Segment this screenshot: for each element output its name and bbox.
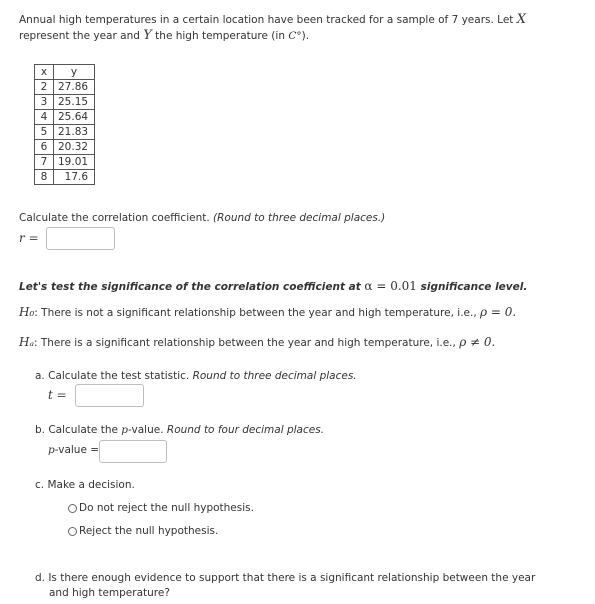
r-equals: = bbox=[28, 231, 39, 245]
table-cell-x: 6 bbox=[35, 140, 54, 155]
p-value-input[interactable] bbox=[99, 440, 167, 463]
part-b-p-var: p bbox=[121, 424, 129, 436]
table-cell-y: 19.01 bbox=[54, 155, 95, 170]
part-b-text-b: -value. bbox=[128, 424, 167, 436]
t-label bbox=[48, 388, 67, 402]
radio-reject[interactable] bbox=[68, 527, 77, 536]
table-cell-x: 3 bbox=[35, 95, 54, 110]
part-d-line-1: d. Is there enough evidence to support that there is a significant relationship between the year bbox=[35, 572, 536, 584]
intro-part-b: represent the year and bbox=[19, 30, 144, 42]
null-hypothesis bbox=[19, 305, 516, 319]
table-cell-y: 25.64 bbox=[54, 110, 95, 125]
table-row bbox=[35, 155, 95, 170]
var-x: X bbox=[516, 12, 527, 27]
table-cell-x: 7 bbox=[35, 155, 54, 170]
correlation-input[interactable] bbox=[46, 227, 115, 250]
significance-heading bbox=[19, 279, 527, 293]
table-cell-y: 17.6 bbox=[54, 170, 95, 185]
table-cell-y: 27.86 bbox=[54, 80, 95, 95]
var-y: Y bbox=[143, 28, 152, 43]
table-cell-y: 25.15 bbox=[54, 95, 95, 110]
table-header-y: y bbox=[54, 65, 95, 80]
ha-math: ρ ≠ 0. bbox=[459, 335, 496, 349]
part-b-hint: Round to four decimal places. bbox=[166, 424, 325, 436]
part-d-prompt bbox=[35, 571, 535, 601]
part-c-prompt: c. Make a decision. bbox=[35, 479, 135, 491]
table-cell-x: 2 bbox=[35, 80, 54, 95]
intro-part-d: ). bbox=[301, 30, 310, 42]
part-b-prompt bbox=[35, 424, 324, 436]
table-header-row bbox=[35, 65, 95, 80]
table-cell-x: 8 bbox=[35, 170, 54, 185]
unit-celsius: C° bbox=[288, 30, 302, 42]
correlation-prompt-text: Calculate the correlation coefficient. bbox=[19, 212, 214, 224]
part-a-hint: Round to three decimal places. bbox=[192, 370, 357, 382]
p-value-label bbox=[48, 444, 99, 456]
intro-part-a: Annual high temperatures in a certain location have been tracked for a sample of 7 years. Let bbox=[19, 14, 517, 26]
intro-text bbox=[19, 12, 579, 44]
r-label bbox=[19, 231, 39, 245]
table-row bbox=[35, 140, 95, 155]
table-header-x: x bbox=[35, 65, 54, 80]
part-b-text-a: b. Calculate the bbox=[35, 424, 122, 436]
h0-label: H₀ bbox=[19, 305, 35, 319]
table-row bbox=[35, 125, 95, 140]
correlation-prompt bbox=[19, 212, 385, 224]
p-value-p: p bbox=[48, 444, 55, 456]
table-row bbox=[35, 170, 95, 185]
correlation-hint: (Round to three decimal places.) bbox=[213, 212, 386, 224]
alternative-hypothesis bbox=[19, 335, 495, 349]
table-cell-y: 20.32 bbox=[54, 140, 95, 155]
intro-part-c: the high temperature (in bbox=[151, 30, 289, 42]
significance-heading-b: significance level. bbox=[416, 281, 528, 293]
option-do-not-reject-label: Do not reject the null hypothesis. bbox=[79, 502, 254, 514]
table-row bbox=[35, 80, 95, 95]
part-a-text: a. Calculate the test statistic. bbox=[35, 370, 193, 382]
test-statistic-input[interactable] bbox=[75, 384, 144, 407]
t-equals: = bbox=[56, 388, 67, 402]
part-d-line-2: and high temperature? bbox=[49, 587, 170, 599]
h0-text: : There is not a significant relationship between the year and high temperature, i.e., bbox=[34, 307, 481, 319]
table-cell-x: 5 bbox=[35, 125, 54, 140]
table-row bbox=[35, 95, 95, 110]
ha-label: Hₐ bbox=[19, 335, 34, 349]
p-value-label-text: -value = bbox=[54, 444, 100, 456]
data-table bbox=[34, 64, 95, 185]
part-a-prompt bbox=[35, 370, 357, 382]
significance-heading-a: Let's test the significance of the correlation coefficient at bbox=[19, 281, 365, 293]
h0-math: ρ = 0. bbox=[480, 305, 517, 319]
t-var: t bbox=[48, 388, 53, 402]
ha-text: : There is a significant relationship between the year and high temperature, i.e., bbox=[33, 337, 460, 349]
radio-do-not-reject[interactable] bbox=[68, 504, 77, 513]
r-var: r bbox=[19, 231, 25, 245]
table-row bbox=[35, 110, 95, 125]
option-reject-label: Reject the null hypothesis. bbox=[79, 525, 219, 537]
table-cell-x: 4 bbox=[35, 110, 54, 125]
table-cell-y: 21.83 bbox=[54, 125, 95, 140]
alpha-value: α = 0.01 bbox=[364, 279, 417, 293]
